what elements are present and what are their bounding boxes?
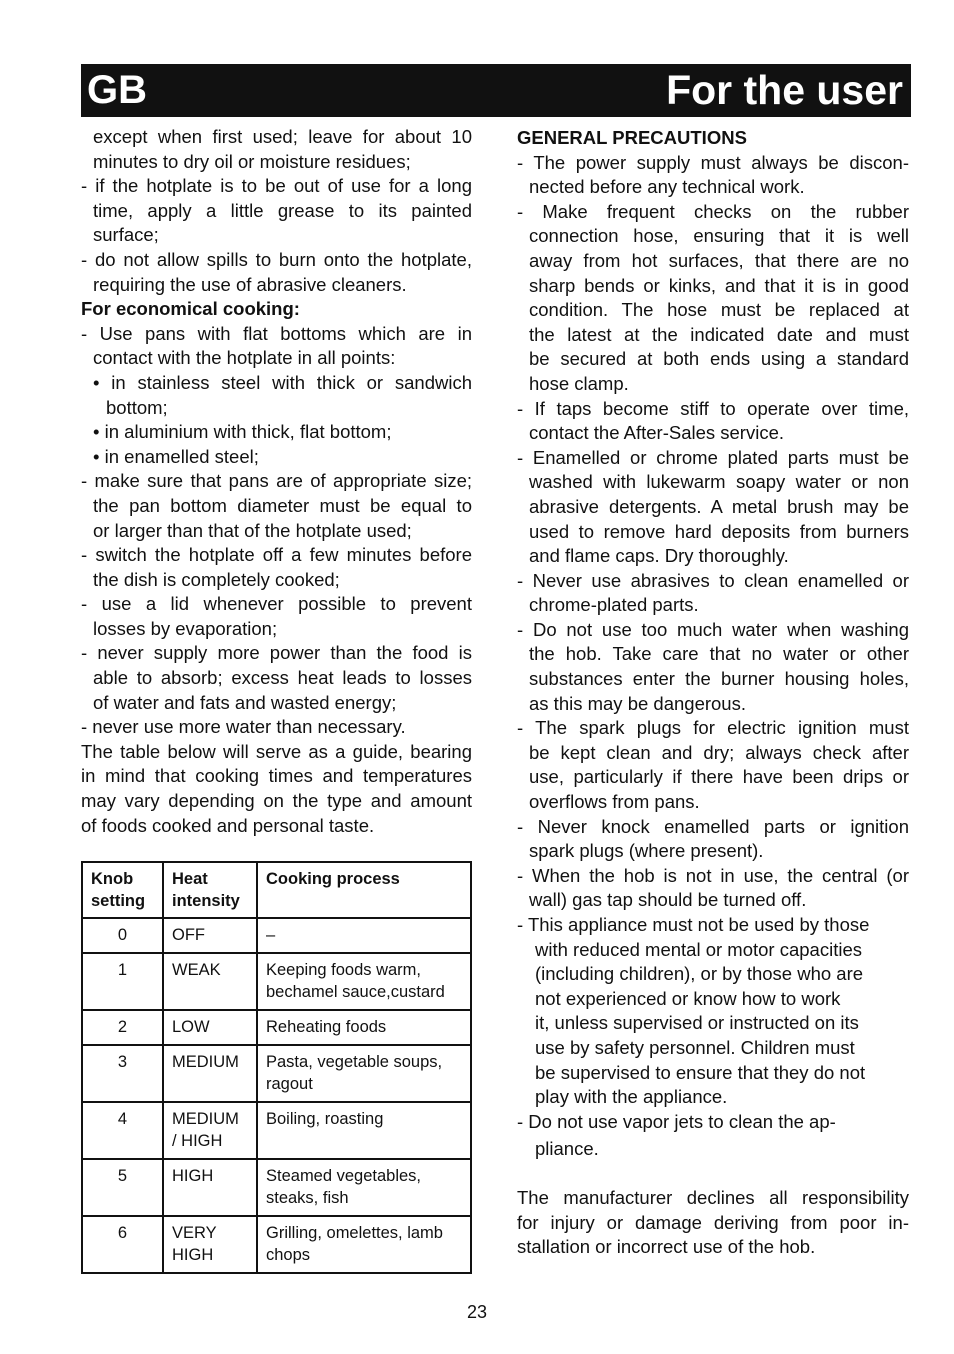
text-line: - Never knock enamelled parts or ignition [517, 815, 909, 837]
section-heading: For economical cooking: [81, 298, 300, 320]
cell-knob: 1 [82, 953, 163, 1010]
page-number: 23 [466, 1302, 488, 1322]
cell-heat: MEDIUM [163, 1045, 257, 1102]
text-line: for injury or damage deriving from poor in- [517, 1211, 909, 1233]
table-header-row [82, 862, 471, 918]
text-line: - Do not use too much water when washing [517, 618, 909, 640]
text-line: abrasive detergents. A metal brush may be [529, 495, 909, 517]
text-line: as this may be dangerous. [529, 692, 746, 714]
text-line: - When the hob is not in use, the central (or [517, 864, 909, 886]
cell-process: – [257, 918, 471, 953]
header-knob-setting: Knob setting [82, 862, 163, 918]
text-line: - If taps become stiff to operate over time, [517, 397, 909, 419]
text-line: the latest at the indicated date and must [529, 323, 909, 345]
text-line: - never use more water than necessary. [81, 716, 406, 738]
text-line: the hob. Take care that no water or other [529, 643, 909, 665]
table-row [82, 953, 471, 1010]
text-line: sharp bends or kinks, and that it is in good [529, 274, 909, 296]
text-line: - make sure that pans are of appropriate size; [81, 470, 472, 492]
text-line: minutes to dry oil or moisture residues; [93, 150, 411, 172]
text-line: be kept clean and dry; always check after [529, 741, 909, 763]
text-line: chrome-plated parts. [529, 594, 699, 616]
bullet-item: • in stainless steel with thick or sandwich [93, 371, 472, 393]
text-line: - use a lid whenever possible to prevent [81, 593, 472, 615]
text-line: The table below will serve as a guide, bearing [81, 740, 472, 762]
text-line: use by safety personnel. Children must [535, 1036, 855, 1058]
cell-knob: 6 [82, 1216, 163, 1273]
text-line: washed with lukewarm soapy water or non [529, 471, 909, 493]
text-line: condition. The hose must be replaced at [529, 299, 909, 321]
text-line: except when first used; leave for about 10 [93, 126, 472, 147]
table-row [82, 1010, 471, 1045]
text-line: - Enamelled or chrome plated parts must be [517, 446, 909, 468]
text-line: (including children), or by those who are [535, 963, 864, 985]
cell-heat: LOW [163, 1010, 257, 1045]
text-line: hose clamp. [529, 372, 629, 394]
text-line: may vary depending on the type and amount [81, 790, 472, 812]
cooking-table [81, 861, 472, 1274]
bullet-item: • in aluminium with thick, flat bottom; [93, 421, 392, 443]
text-line: - if the hotplate is to be out of use for a long [81, 175, 472, 197]
left-column [81, 125, 472, 838]
text-line: be secured at both ends using a standard [529, 348, 909, 370]
text-line: or larger than that of the hotplate used; [93, 519, 412, 541]
table-row [82, 1159, 471, 1216]
table-row [82, 1216, 471, 1273]
cell-knob: 4 [82, 1102, 163, 1159]
text-line: and flame caps. Dry thoroughly. [529, 545, 789, 567]
table-row [82, 918, 471, 953]
cell-knob: 5 [82, 1159, 163, 1216]
text-line: losses by evaporation; [93, 617, 278, 639]
text-line: not experienced or know how to work [535, 987, 841, 1009]
text-line: the dish is completely cooked; [93, 568, 340, 590]
cell-process: Pasta, vegetable soups, ragout [257, 1045, 471, 1102]
language-code: GB [87, 68, 147, 112]
table-row [82, 1102, 471, 1159]
bullet-item: • in enamelled steel; [93, 445, 259, 467]
text-line: surface; [93, 224, 159, 246]
text-line: with reduced mental or motor capacities [535, 938, 862, 960]
cell-knob: 3 [82, 1045, 163, 1102]
text-line: of water and fats and wasted energy; [93, 691, 397, 713]
text-line: time, apply a little grease to its painted [93, 199, 472, 221]
text-line: bottom; [106, 396, 168, 418]
cell-process: Boiling, roasting [257, 1102, 471, 1159]
text-line: contact the After-Sales service. [529, 422, 785, 444]
text-line: the pan bottom diameter must be equal to [93, 494, 472, 516]
text-line: used to remove hard deposits from burners [529, 520, 909, 542]
text-line: - Never use abrasives to clean enamelled or [517, 569, 909, 591]
right-column [517, 126, 909, 1260]
text-line: - Use pans with flat bottoms which are in [81, 322, 472, 344]
text-line: - The spark plugs for electric ignition must [517, 717, 909, 739]
text-line: The manufacturer declines all responsibility [517, 1186, 909, 1208]
text-line: spark plugs (where present). [529, 840, 764, 862]
text-line: - never supply more power than the food is [81, 642, 472, 664]
cell-heat: MEDIUM / HIGH [163, 1102, 257, 1159]
text-line: - The power supply must always be discon- [517, 151, 909, 173]
text-line: substances enter the burner housing holes, [529, 668, 909, 690]
text-line: requiring the use of abrasive cleaners. [93, 273, 407, 295]
text-line: pliance. [535, 1138, 599, 1160]
cell-heat: OFF [163, 918, 257, 953]
text-line: - switch the hotplate off a few minutes before [81, 544, 472, 566]
page-title: For the user [666, 67, 903, 113]
text-line: able to absorb; excess heat leads to losses [93, 667, 472, 689]
text-line: play with the appliance. [535, 1086, 728, 1108]
section-heading: GENERAL PRECAUTIONS [517, 127, 747, 148]
text-line: - Do not use vapor jets to clean the ap- [517, 1110, 836, 1132]
cell-knob: 0 [82, 918, 163, 953]
text-line: overflows from pans. [529, 791, 700, 813]
header-cooking-process: Cooking process [257, 862, 471, 918]
header-heat-intensity: Heat intensity [163, 862, 257, 918]
text-line: - This appliance must not be used by those [517, 914, 870, 935]
text-line: stallation or incorrect use of the hob. [517, 1236, 816, 1258]
cell-knob: 2 [82, 1010, 163, 1045]
text-line: of foods cooked and personal taste. [81, 814, 375, 836]
cell-process: Steamed vegetables, steaks, fish [257, 1159, 471, 1216]
cell-process: Keeping foods warm, bechamel sauce,custard [257, 953, 471, 1010]
text-line: contact with the hotplate in all points: [93, 347, 396, 369]
table-row [82, 1045, 471, 1102]
cell-heat: WEAK [163, 953, 257, 1010]
page-header [81, 64, 911, 117]
text-line: use, particularly if there have been drips or [529, 766, 909, 788]
cell-heat: HIGH [163, 1159, 257, 1216]
text-line: connection hose, ensuring that it is well [529, 225, 909, 247]
text-line: - Make frequent checks on the rubber [517, 200, 909, 222]
text-line: away from hot surfaces, that there are no [529, 249, 909, 271]
cell-process: Grilling, omelettes, lamb chops [257, 1216, 471, 1273]
text-line: nected before any technical work. [529, 176, 805, 198]
text-line: it, unless supervised or instructed on its [535, 1012, 859, 1034]
cell-process: Reheating foods [257, 1010, 471, 1045]
cell-heat: VERY HIGH [163, 1216, 257, 1273]
text-line: - do not allow spills to burn onto the hotplate, [81, 248, 472, 270]
text-line: in mind that cooking times and temperatures [81, 765, 472, 787]
text-line: wall) gas tap should be turned off. [529, 889, 807, 911]
text-line: be supervised to ensure that they do not [535, 1061, 866, 1083]
